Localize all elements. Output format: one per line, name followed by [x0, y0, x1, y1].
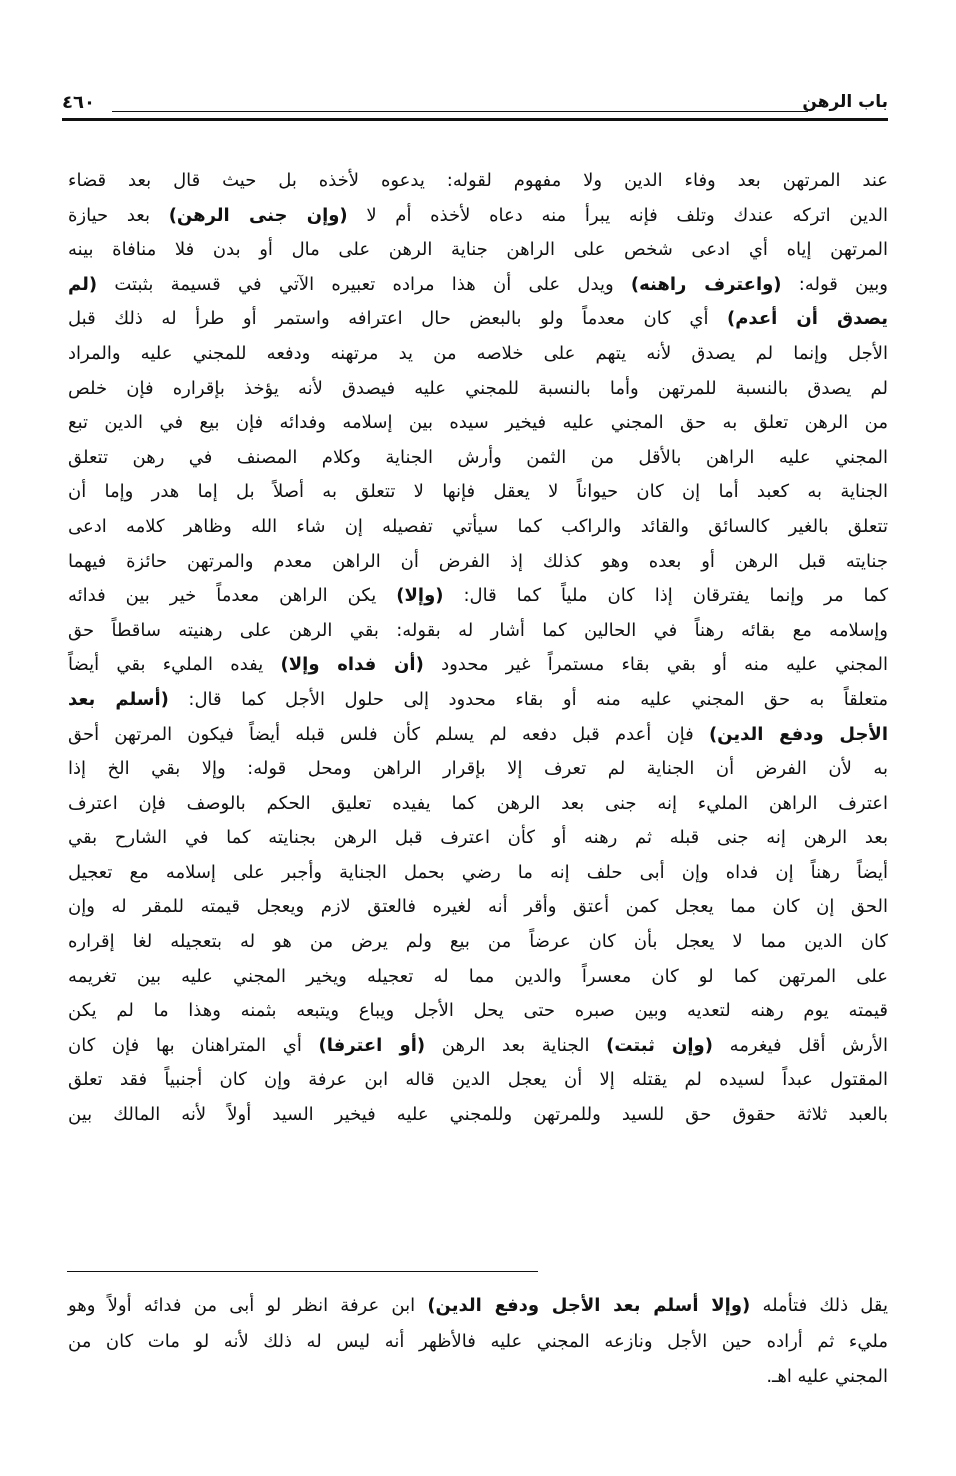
- text-line: [68, 960, 888, 995]
- commentary-text: لم يصدق بالنسبة للمرتهن وأما بالنسبة للمجني عليه فيصدق لأنه يؤخذ بإقراره فإن خلص: [68, 377, 888, 399]
- commentary-text: بعد الرهن إنه جنى قبله ثم رهنه أو كأن اعترف قبل الرهن بجنايته كما في الشارح بقي: [68, 827, 888, 849]
- commentary-text: كان الدين مما لا يعجل بأن كان عرضاً من بيع ولم يرض من هو له بتعجيله لغا إقراره: [68, 931, 888, 953]
- commentary-text: اعترف الراهن المليء إنه جنى بعد الرهن كما يفيده تعليق الحكم بالوصف فإن اعترف: [68, 792, 888, 814]
- commentary-text: يقل ذلك فتأمله: [750, 1295, 889, 1316]
- commentary-text: متعلقاً به حق المجني عليه منه أو بقاء محدود إلى حلول الأجل كما قال:: [168, 688, 888, 710]
- text-line: [68, 648, 888, 683]
- text-line: [68, 545, 888, 580]
- commentary-text: المجني عليه منه أو بقي بقاء مستمراً غير محدود: [423, 654, 889, 676]
- commentary-text: أي المتراهنان بها فإن كان: [68, 1034, 319, 1056]
- text-line: [68, 441, 888, 476]
- commentary-text: يفده المليء بقي أيضاً: [68, 654, 281, 676]
- commentary-text: المجني عليه الراهن بالأقل من الثمن وأرش الجناية وكلام المصنف في رهن تتعلق: [68, 446, 888, 468]
- chapter-title: باب الرهن: [802, 92, 888, 112]
- text-line: [68, 406, 888, 441]
- matn-quote: (وإلا): [396, 585, 444, 607]
- commentary-text: وبين قوله:: [781, 273, 888, 295]
- commentary-text: أيضاً رهناً إن فداه وإن أبى حلف إنه ما رضي بحمل الجناية وأجبر على إسلامه مع تعجيل: [68, 861, 888, 883]
- matn-quote: الأجل ودفع الدين): [708, 723, 888, 745]
- text-line: [68, 337, 888, 372]
- text-line: [68, 821, 888, 856]
- matn-quote: (وإن ثبتت): [606, 1034, 713, 1056]
- text-line: [68, 752, 888, 787]
- running-header: [62, 92, 888, 116]
- matn-quote: (واعترف راهنه): [630, 273, 782, 295]
- commentary-text: كما مر وإنما يفترقان إذا كان ملياً كما قال:: [443, 585, 889, 607]
- text-line: [68, 1063, 888, 1098]
- commentary-text: المجني عليه اهـ.: [766, 1366, 888, 1387]
- commentary-text: تتعلق بالغير كالسائق والقائد والراكب كما سيأتي تفصيله إن شاء الله وظاهر كلامه ادعى: [68, 515, 888, 537]
- commentary-text: مليء ثم أراده حين الأجل ونازعه المجني عليه فالأظهر أنه ليس له ذلك لأنه لو مات كان من: [68, 1330, 888, 1352]
- commentary-text: الجناية به كعبد أما إن كان حيواناً لا يعقل فإنها لا تتعلق به أصلاً بل إما هدر وإما أن: [68, 481, 888, 503]
- commentary-text: من الرهن تعلق به حق المجني عليه فيخير سيده بين إسلامه وفدائه فإن بيع في الدين تبع: [68, 412, 888, 434]
- matn-quote: (أو اعترفا): [318, 1034, 426, 1056]
- footnote-line: [68, 1288, 888, 1324]
- text-line: [68, 579, 888, 614]
- footnote: [68, 1288, 888, 1395]
- matn-quote: (أسلم بعد: [68, 688, 169, 710]
- text-line: [68, 233, 888, 268]
- header-divider: [112, 111, 808, 112]
- commentary-text: الأرش أقل فيغرمه: [712, 1034, 889, 1056]
- footnote-line: [68, 1324, 888, 1360]
- text-line: [68, 510, 888, 545]
- commentary-text: جنايته قبل الرهن أو بعده وهو كذلك إذ الفرض أن الراهن معدم والمرتهن حائزة فيهما: [68, 550, 888, 572]
- commentary-text: فإن أعدم قبل دفعه لم يسلم كأن فلس قبله أيضاً فيكون المرتهن أحق: [68, 723, 709, 745]
- commentary-text: الأجل وإنما لم يصدق لأنه يتهم على خلاصه من يد مرتهنه ودفعه للمجني عليه والمراد: [68, 342, 888, 364]
- text-line: [68, 925, 888, 960]
- commentary-text: وإسلامه مع بقائه رهناً في الحالين كما أشار له بقوله: بقي الرهن على رهنيته ساقطاً حق: [68, 619, 888, 641]
- matn-quote: يصدق أن أعدم): [727, 308, 888, 330]
- commentary-text: على المرتهن كما لو كان معسراً والدين مما له تعجيله ويخير المجني عليه بين تغريمه: [68, 965, 888, 987]
- main-text: [68, 164, 888, 1133]
- text-line: [68, 856, 888, 891]
- text-line: [68, 787, 888, 822]
- commentary-text: بعد حيازة: [68, 204, 169, 226]
- text-line: [68, 302, 888, 337]
- commentary-text: الدين اتركه عندك وتلف فإنه يبرأ منه دعاه لأخذه أم لا: [347, 204, 888, 226]
- text-line: [68, 268, 888, 303]
- commentary-text: الحق إن كان مما يعجل كمن أعتق وأقر أنه لغيره فالعتق لازم ويعجل قيمته للمقر له وإن: [68, 896, 888, 918]
- text-line: [68, 475, 888, 510]
- commentary-text: به لأن الفرض أن الجناية لم تعرف إلا بإقرار الراهن ومحل قوله: وإلا بقي الخ إذا: [68, 758, 888, 780]
- commentary-text: المقتول عبداً لسيده لم يقتله إلا أن يعجل الدين قاله ابن عرفة وإن كان أجنبياً فقد تعلق: [68, 1069, 888, 1091]
- text-line: [68, 372, 888, 407]
- text-line: [68, 718, 888, 753]
- text-line: [68, 1029, 888, 1064]
- commentary-text: عند المرتهن بعد وفاء الدين ولا مفهوم لقوله: يدعوه لأخذه بل حيث قال بعد قضاء: [68, 170, 888, 191]
- matn-quote: (وإلا أسلم بعد الأجل ودفع الدين): [427, 1295, 751, 1316]
- commentary-text: ابن عرفة انظر لو أبى من فدائه أولاً وهو: [68, 1295, 428, 1316]
- text-line: [68, 683, 888, 718]
- matn-quote: (لم: [68, 273, 98, 295]
- footnote-line: [68, 1359, 888, 1395]
- commentary-text: بالعبد ثلاثة حقوق حق للسيد وللمرتهن وللمجني عليه فيخير السيد أولاً لأنه المالك بين: [68, 1104, 888, 1126]
- commentary-text: الجناية بعد الرهن: [425, 1034, 607, 1056]
- text-line: [68, 164, 888, 199]
- matn-quote: (وإن جنى الرهن): [168, 204, 348, 226]
- text-line: [68, 614, 888, 649]
- commentary-text: يكن الراهن معدماً خير بين فدائه: [68, 585, 397, 607]
- footnote-separator: [67, 1271, 538, 1272]
- matn-quote: (أن فداه وإلا): [280, 654, 424, 676]
- text-line: [68, 994, 888, 1029]
- page-number: ٤٦٠: [62, 92, 95, 113]
- commentary-text: قيمته يوم رهنه لتعديه وبين صبره حتى يحل الأجل ويباع ويتبعه بثمنه وهذا ما لم يكن: [68, 1000, 888, 1022]
- text-line: [68, 199, 888, 234]
- text-line: [68, 890, 888, 925]
- text-line: [68, 1098, 888, 1133]
- commentary-text: المرتهن إياه أي ادعى شخص على الراهن جناية الرهن على مال أو بدن فلا منافاة بينه: [68, 239, 888, 261]
- commentary-text: ويدل على أن هذا مراده تعبيره الآتي في قسيمة بثبتت: [97, 273, 631, 295]
- header-rule: [62, 118, 888, 121]
- commentary-text: أي كان معدماً ولو بالبعض حال اعترافه واستمر أو طرأ له ذلك قبل: [68, 308, 727, 330]
